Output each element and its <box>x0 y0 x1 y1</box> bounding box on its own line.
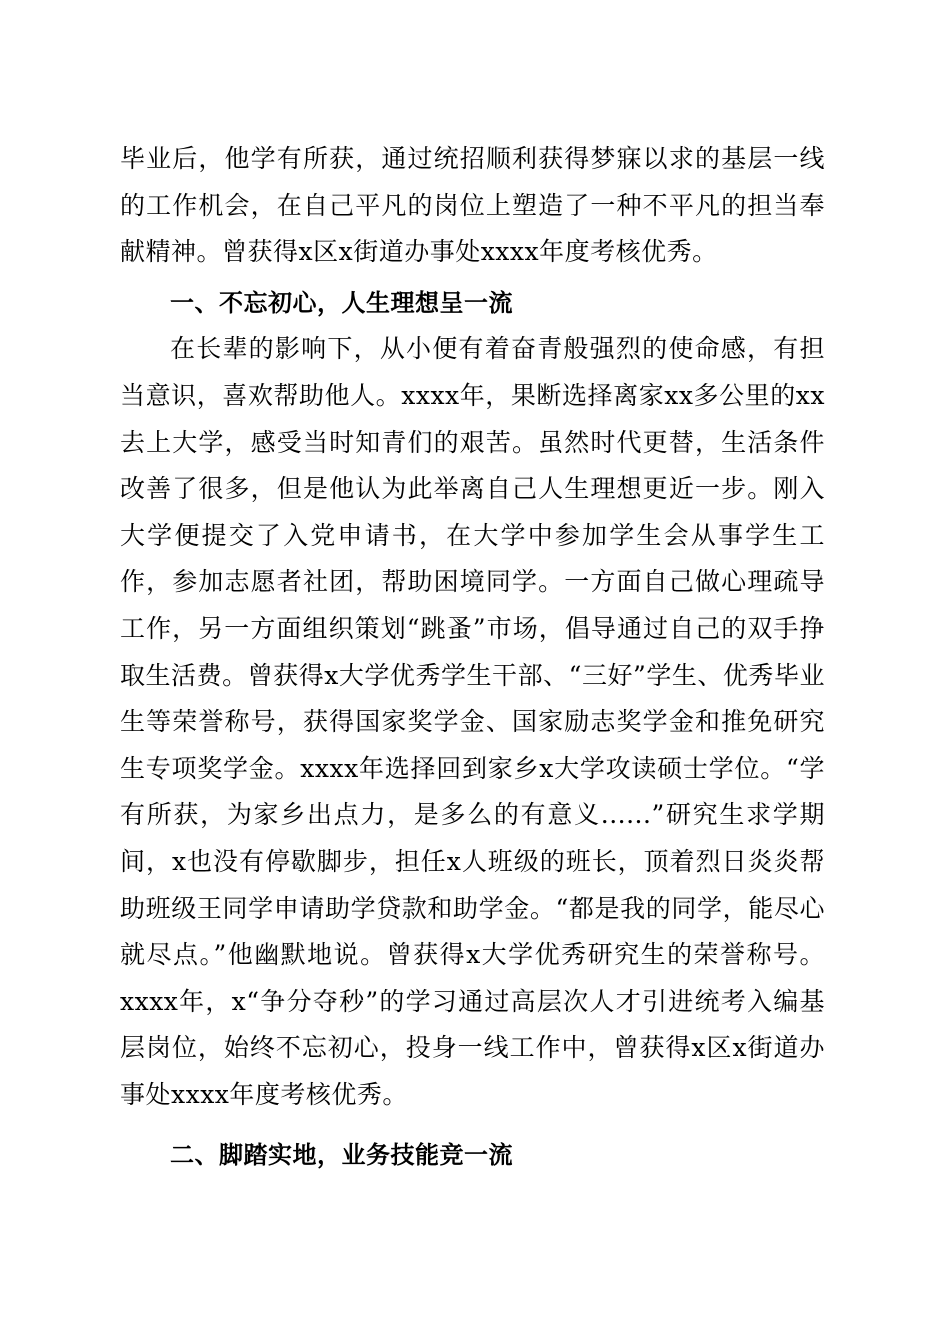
section-2-heading: 二、脚踏实地，业务技能竞一流 <box>170 1141 513 1170</box>
section-1-heading: 一、不忘初心，人生理想呈一流 <box>170 288 513 317</box>
section-1-paragraph: 在长辈的影响下，从小便有着奋青般强烈的使命感，有担当意识，喜欢帮助他人。xxxx年，果断选择离家xx多公里的xx去上大学，感受当时知青们的艰苦。虽然时代更替，生活条件改善了很多，但是他认为此举离自己人生理想更近一步。刚入大学便提交了入党申请书，在大学中参加学生会从事学生工作，参加志愿者社团，帮助困境同学。一方面自己做心理疏导工作，另一方面组织策划“跳蚤”市场，倡导通过自己的双手挣取生活费。曾获得x大学优秀学生干部、“三好”学生、优秀毕业生等荣誉称号，获得国家奖学金、国家励志奖学金和推免研究生专项奖学金。xxxx年选择回到家乡x大学攻读硕士学位。“学有所获，为家乡出点力，是多么的有意义......”研究生求学期间，x也没有停歇脚步，担任x人班级的班长，顶着烈日炎炎帮助班级王同学申请助学贷款和助学金。“都是我的同学，能尽心就尽点。”他幽默地说。曾获得x大学优秀研究生的荣誉称号。xxxx年，x“争分夺秒”的学习通过高层次人才引进统考入编基层岗位，始终不忘初心，投身一线工作中，曾获得x区x街道办事处xxxx年度考核优秀。 <box>120 334 825 1109</box>
document-page <box>120 136 825 1179</box>
intro-paragraph: 毕业后，他学有所获，通过统招顺利获得梦寐以求的基层一线的工作机会，在自己平凡的岗位上塑造了一种不平凡的担当奉献精神。曾获得x区x街道办事处xxxx年度考核优秀。 <box>120 144 825 267</box>
